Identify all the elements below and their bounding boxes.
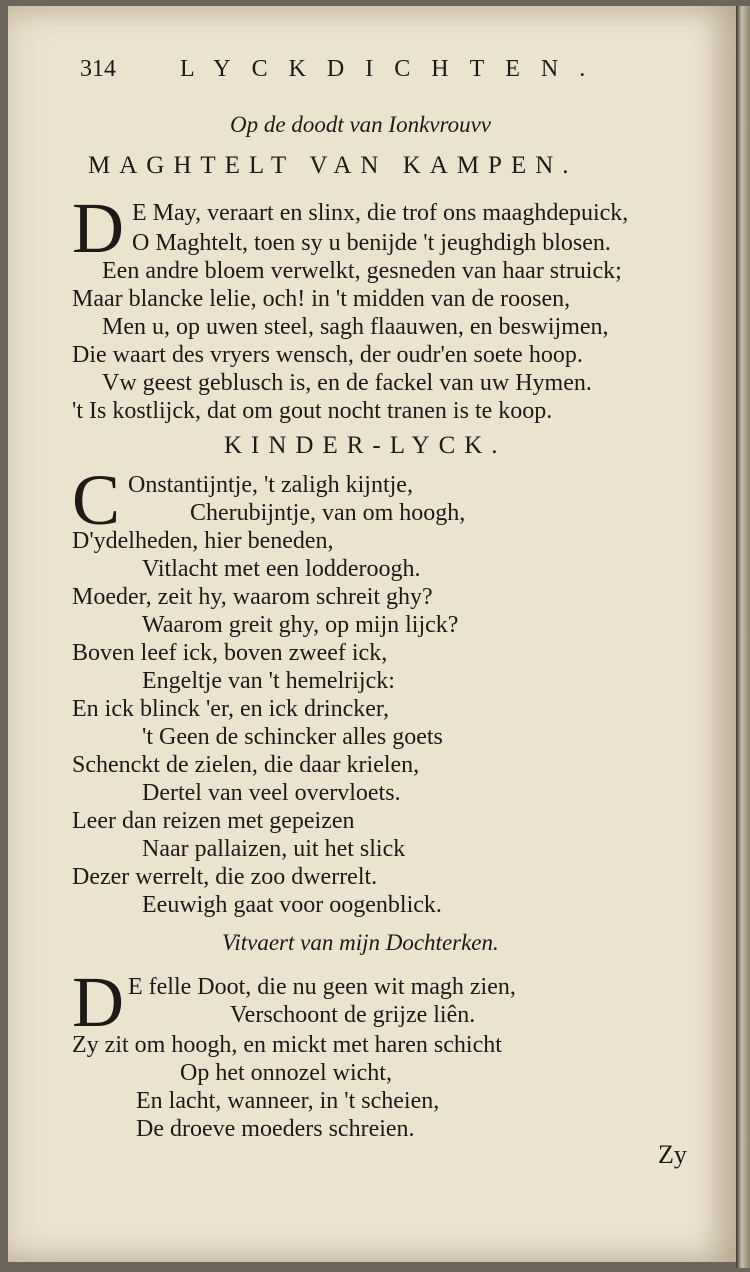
poem2-line-8: Engeltje van 't hemelrijck: bbox=[142, 668, 395, 694]
running-title: LYCKDICHTEN. bbox=[180, 56, 607, 82]
poem1-line-4: Maar blancke lelie, och! in 't midden van de roosen, bbox=[72, 286, 571, 312]
poem2-line-1: Onstantijntje, 't zaligh kijntje, bbox=[128, 472, 413, 498]
poem2-line-13: Leer dan reizen met gepeizen bbox=[72, 808, 355, 834]
poem3-line-5: En lacht, wanneer, in 't scheien, bbox=[136, 1088, 440, 1114]
poem2-title: KINDER-LYCK. bbox=[224, 432, 507, 459]
poem1-drop-initial: D bbox=[72, 188, 124, 268]
page-number: 314 bbox=[80, 56, 116, 82]
poem2-line-11: Schenckt de zielen, die daar krielen, bbox=[72, 752, 420, 778]
poem2-line-3: D'ydelheden, hier beneden, bbox=[72, 528, 334, 554]
poem1-line-1: E May, veraart en slinx, die trof ons maaghdepuick, bbox=[132, 200, 629, 226]
page-edge bbox=[736, 6, 750, 1268]
poem2-line-15: Dezer werrelt, die zoo dwerrelt. bbox=[72, 864, 378, 890]
poem2-drop-initial: C bbox=[72, 460, 121, 540]
poem2-line-16: Eeuwigh gaat voor oogenblick. bbox=[142, 892, 442, 918]
poem2-line-5: Moeder, zeit hy, waarom schreit ghy? bbox=[72, 584, 433, 610]
poem1-line-6: Die waart des vryers wensch, der oudr'en soete hoop. bbox=[72, 342, 583, 368]
book-page bbox=[8, 6, 736, 1262]
poem2-line-12: Dertel van veel overvloets. bbox=[142, 780, 401, 806]
poem1-line-2: O Maghtelt, toen sy u benijde 't jeughdigh blosen. bbox=[132, 230, 611, 256]
poem2-line-7: Boven leef ick, boven zweef ick, bbox=[72, 640, 388, 666]
poem2-line-10: 't Geen de schincker alles goets bbox=[142, 724, 443, 750]
poem1-line-3: Een andre bloem verwelkt, gesneden van haar struick; bbox=[102, 258, 622, 284]
poem1-line-7: Vw geest geblusch is, en de fackel van uw Hymen. bbox=[102, 370, 592, 396]
poem3-line-4: Op het onnozel wicht, bbox=[180, 1060, 392, 1086]
poem1-subtitle: Op de doodt van Ionkvrouvv bbox=[230, 112, 492, 137]
poem2-line-14: Naar pallaizen, uit het slick bbox=[142, 836, 406, 862]
poem3-line-6: De droeve moeders schreien. bbox=[136, 1116, 415, 1142]
poem1-line-8: 't Is kostlijck, dat om gout nocht tranen is te koop. bbox=[72, 398, 553, 424]
poem2-line-6: Waarom greit ghy, op mijn lijck? bbox=[142, 612, 459, 638]
poem3-drop-initial: D bbox=[72, 962, 124, 1042]
poem1-line-5: Men u, op uwen steel, sagh flaauwen, en beswijmen, bbox=[102, 314, 609, 340]
poem2-line-4: Vitlacht met een lodderoogh. bbox=[142, 556, 421, 582]
poem3-line-1: E felle Doot, die nu geen wit magh zien, bbox=[128, 974, 516, 1000]
poem3-line-3: Zy zit om hoogh, en mickt met haren schicht bbox=[72, 1032, 502, 1058]
poem2-line-2: Cherubijntje, van om hoogh, bbox=[190, 500, 466, 526]
poem2-line-9: En ick blinck 'er, en ick drincker, bbox=[72, 696, 389, 722]
poem3-title: Vitvaert van mijn Dochterken. bbox=[222, 930, 499, 955]
poem3-line-2: Verschoont de grijze liên. bbox=[230, 1002, 476, 1028]
catchword: Zy bbox=[658, 1140, 687, 1169]
poem1-title: MAGHTELT VAN KAMPEN. bbox=[88, 152, 578, 179]
